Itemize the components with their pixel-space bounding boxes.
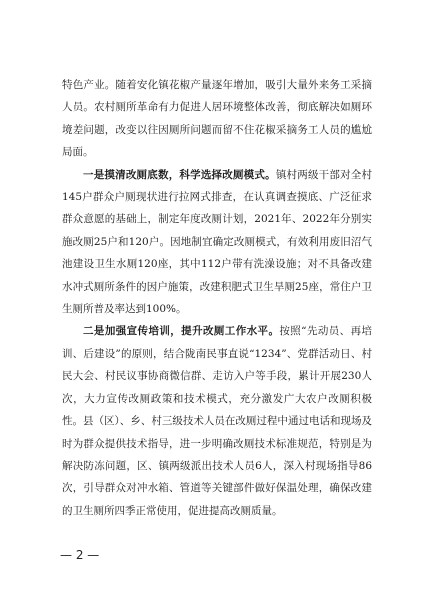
page-number: — 2 — xyxy=(60,548,100,562)
section-one-paragraph xyxy=(62,164,372,321)
intro-paragraph xyxy=(62,74,372,164)
section-one-heading: 一是摸清改厕底数，科学选择改厕模式。 xyxy=(83,168,276,181)
section-two-heading: 二是加强宣传培训，提升改厕工作水平。 xyxy=(83,325,280,338)
intro-paragraph-text: 特色产业。随着安化镇花椒产量逐年增加，吸引大量外来务工采摘人员。农村厕所革命有力促进人居环境整体改善，彻底解决如厕环境差问题，改变以往因厕所问题而留不住花椒采摘务工人员的尴尬局面。 xyxy=(62,79,372,159)
document-body xyxy=(62,74,372,522)
section-two-paragraph xyxy=(62,320,372,522)
section-two-body: 按照“先动员、再培训、后建设”的原则，结合陇南民事直说“1234”、党群活动日、村民大会、村民议事协商微信群、走访入户等手段，累计开展230人次，大力宣传改厕政策和技术模式，充分激发广大农户改厕积极性。县（区）、乡、村三级技术人员在改厕过程中通过电话和现场及时为群众提供技术指导，进一步明确改厕技术标准规范，特别是为解决防冻问题，区、镇两级派出技术人员6人，深入村现场指导86次，引导群众对冲水箱、管道等关键部件做好保温处理，确保改建的卫生厕所四季正常使用，促进提高改厕质量。 xyxy=(62,325,372,517)
section-one-body: 镇村两级干部对全村145户群众户厕现状进行拉网式排查，在认真调查摸底、广泛征求群众意愿的基础上，制定年度改厕计划，2021年、2022年分别实施改厕25户和120户。因地制宜确定改厕模式，有效利用废旧沼气池建设卫生水厕120座，其中112户带有洗澡设施；对不具备改建水冲式厕所条件的因户施策，改建积肥式卫生旱厕25座，常住户卫生厕所普及率达到100%。 xyxy=(62,168,373,316)
